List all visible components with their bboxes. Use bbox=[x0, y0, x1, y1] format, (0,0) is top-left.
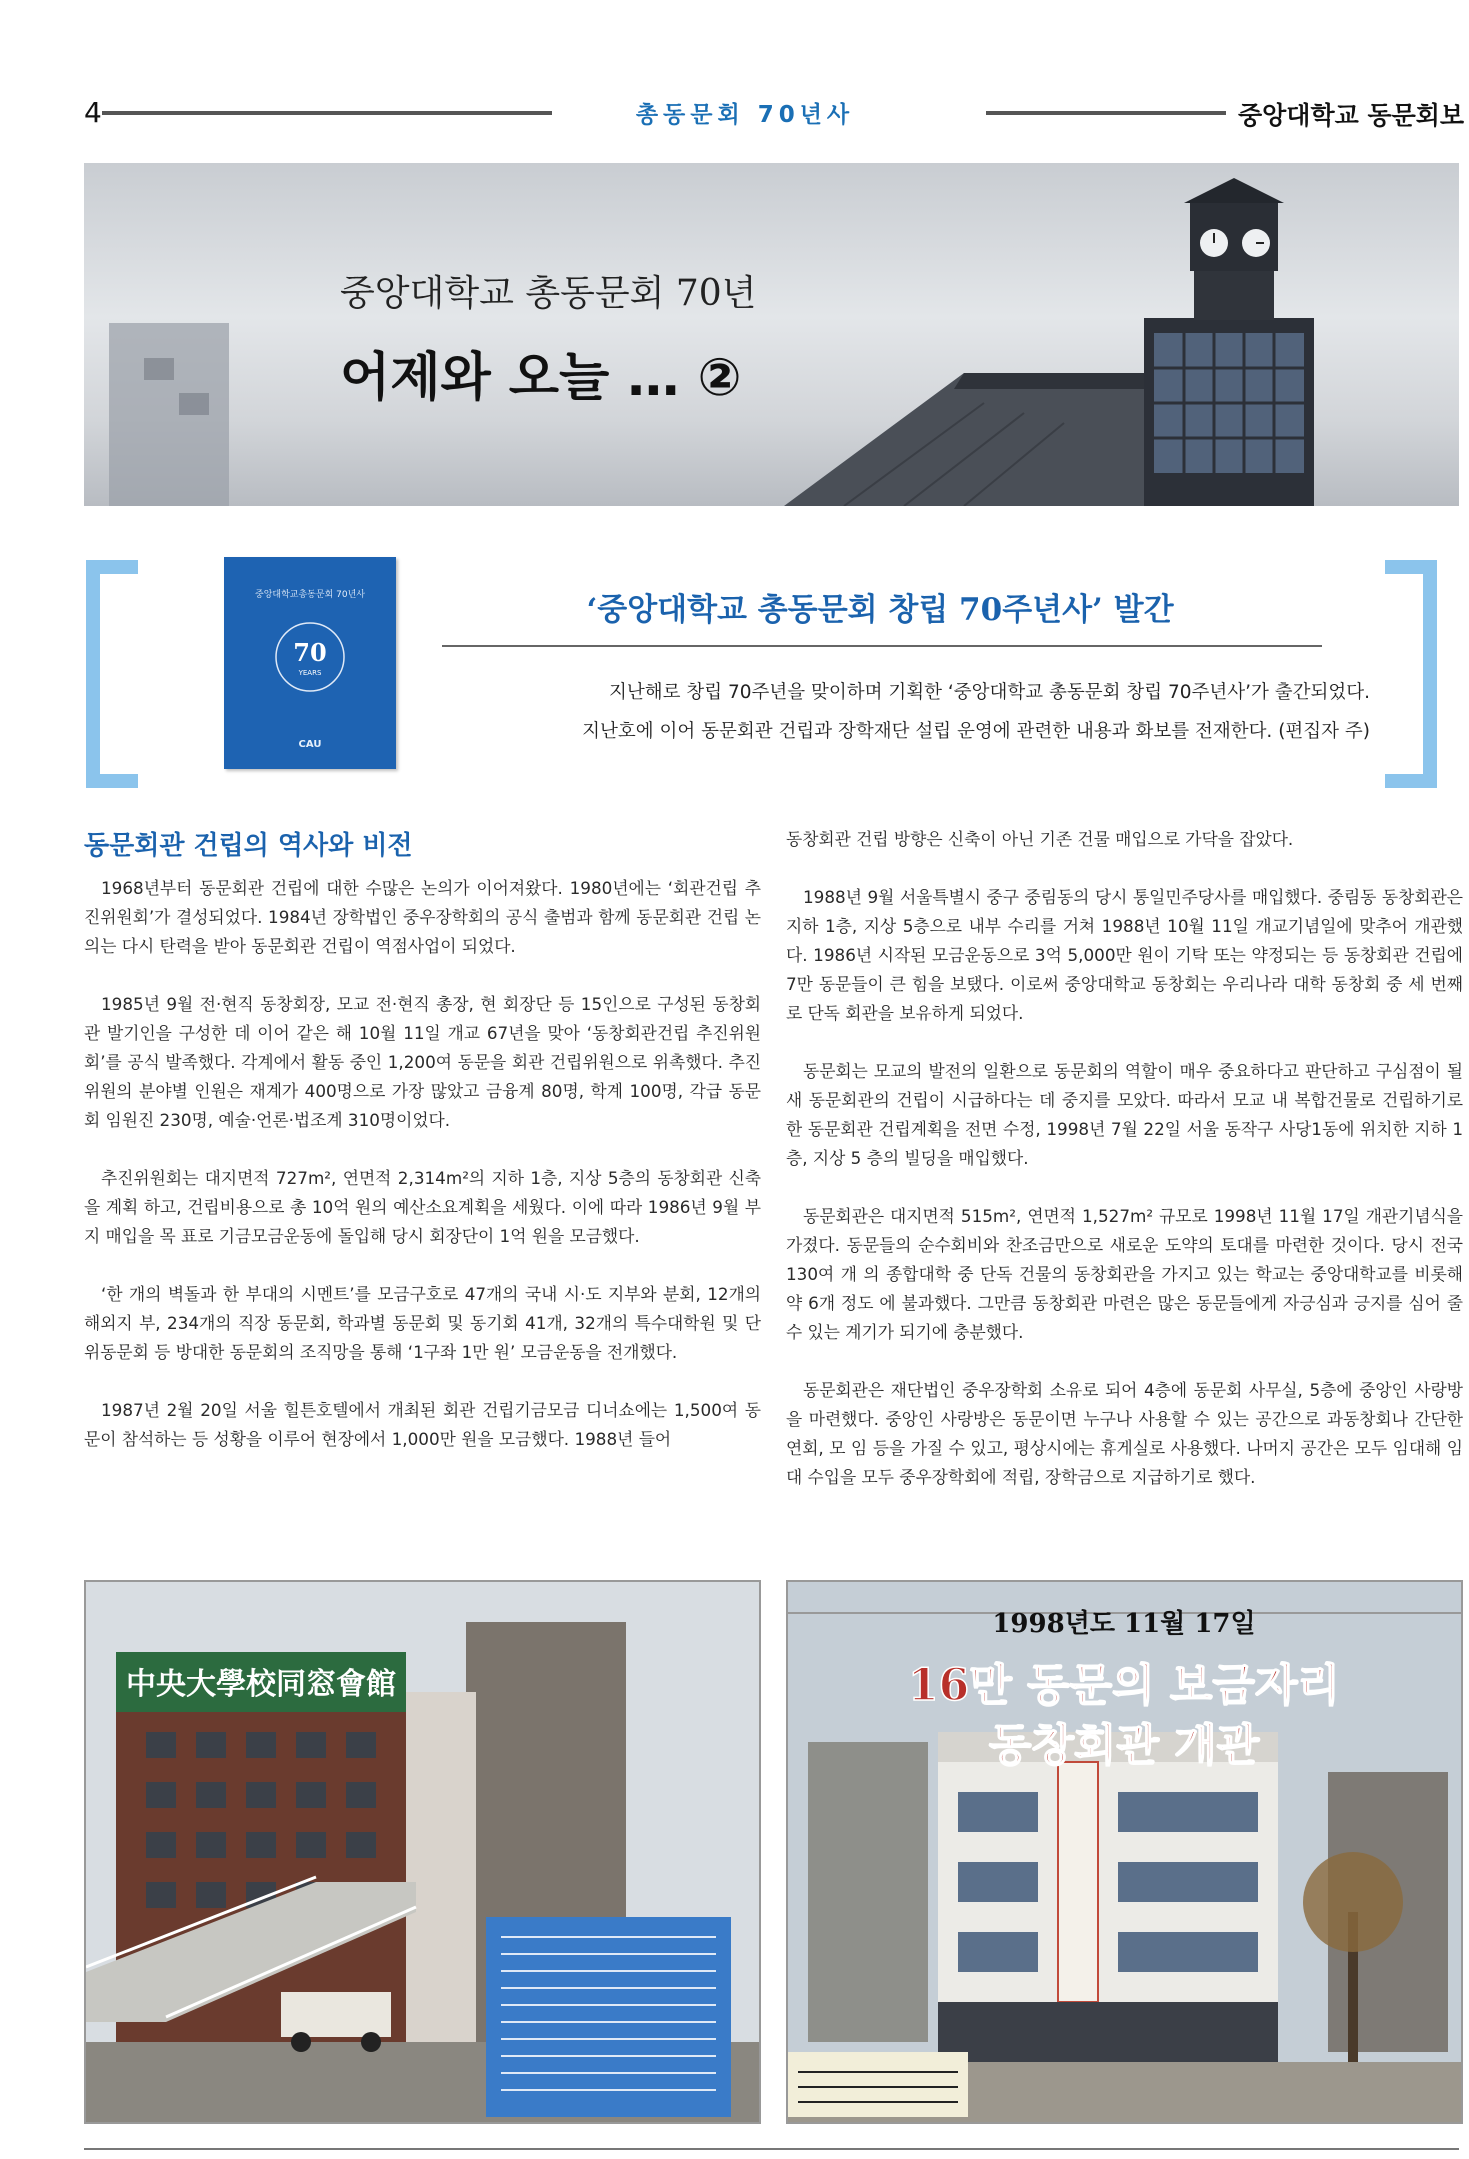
header-rule-left bbox=[102, 111, 552, 115]
article-paragraph: 1968년부터 동문회관 건립에 대한 수많은 논의가 이어져왔다. 1980년에는 ‘회관건립 추진위원회’가 결성되었다. 1984년 장학법인 중우장학회의 공식 출범과 함께 동문회관 건립 논의는 다시 탄력을 받아 동문회관 건립이 역점사업이 되었다. bbox=[84, 878, 761, 956]
banner-title-line1: 중앙대학교 총동문회 70년 bbox=[340, 273, 757, 314]
opening-headline-2: 동창회관 개관 bbox=[988, 1720, 1260, 1771]
right-bracket-decoration bbox=[1385, 560, 1437, 788]
article-paragraph: 추진위원회는 대지면적 727m², 연면적 2,314m²의 지하 1층, 지상 5층의 동창회관 신축을 계획 하고, 건립비용으로 총 10억 원의 예산소요계획을 세웠다. 이에 따라 1986년 9월 부지 매입을 목 표로 기금모금운동에 돌입해 당시 회장단이 1억 원을 모금했다. bbox=[84, 1168, 761, 1246]
section-title: 동문회관 건립의 역사와 비전 bbox=[84, 831, 413, 861]
campus-clock-tower-illustration bbox=[84, 163, 1459, 506]
article-paragraph: 동문회관은 재단법인 중우장학회 소유로 되어 4층에 동문회 사무실, 5층에 중앙인 사랑방을 마련했다. 중앙인 사랑방은 동문이면 누구나 사용할 수 있는 공간으로 과동창회나 간단한 연회, 모 임 등을 가질 수 있고, 평상시에는 휴게실로 사용했다. 나머지 공간은 모두 임대해 임대 수입을 모두 중우장학회에 적립, 장학금으로 지급하기로 했다. bbox=[786, 1380, 1463, 1487]
article-left-column bbox=[84, 874, 761, 1483]
banner-image bbox=[84, 163, 1459, 506]
header-center-title: 총동문회 70년사 bbox=[635, 102, 855, 128]
book-cover-title: 중앙대학교총동문회 70년사 bbox=[255, 590, 365, 600]
left-bracket-decoration bbox=[86, 560, 138, 788]
article-paragraph: 동창회관 건립 방향은 신축이 아닌 기존 건물 매입으로 가닥을 잡았다. bbox=[786, 829, 1294, 849]
publication-notice-divider bbox=[442, 645, 1322, 647]
publication-notice-title: ‘중앙대학교 총동문회 창립 70주년사’ 발간 bbox=[586, 592, 1174, 628]
article-paragraph: 동문회관은 대지면적 515m², 연면적 1,527m² 규모로 1998년 11월 17일 개관기념식을 가졌다. 동문들의 순수회비와 찬조금만으로 새로운 도약의 토대를 마련한 것이다. 당시 전국 130여 개 의 종합대학 중 단독 건물의 동창회관을 가지고 있는 학교는 중앙대학교를 비롯해 약 6개 정도 에 불과했다. 그만큼 동창회관 마련은 많은 동문들에게 자긍심과 긍지를 심어 줄 수 있는 계기가 되기에 충분했다. bbox=[786, 1206, 1463, 1342]
article-paragraph: ‘한 개의 벽돌과 한 부대의 시멘트’를 모금구호로 47개의 국내 시·도 지부와 분회, 12개의 해외지 부, 234개의 직장 동문회, 학과별 동문회 및 동기회 41개, 32개의 특수대학원 및 단위동문회 등 방대한 동문회의 조직망을 통해 ‘1구좌 1만 원’ 모금운동을 전개했다. bbox=[84, 1284, 761, 1362]
article-right-column bbox=[786, 825, 1463, 1521]
book-cover-image bbox=[224, 557, 396, 769]
banner-title-line2: 어제와 오늘 … ② bbox=[340, 348, 742, 408]
book-cover-footer-mark: CAU bbox=[298, 739, 322, 750]
article-paragraph: 1985년 9월 전·현직 동창회장, 모교 전·현직 총장, 현 회장단 등 15인으로 구성된 동창회관 발기인을 구성한 데 이어 같은 해 10월 11일 개교 67년을 맞아 ‘동창회관건립 추진위원회’를 공식 발족했다. 각계에서 활동 중인 1,200여 동문을 회관 건립위원으로 위촉했다. 추진위원의 분야별 인원은 재계가 400명으로 가장 많았고 금융계 80명, 학계 100명, 각급 동문회 임원진 230명, 예술·언론·법조계 310명이었다. bbox=[84, 994, 761, 1130]
emblem-small-text: YEARS bbox=[298, 669, 322, 677]
article-paragraph: 1988년 9월 서울특별시 중구 중림동의 당시 통일민주당사를 매입했다. 중림동 동창회관은 지하 1층, 지상 5층으로 내부 수리를 거쳐 1988년 10월 11일 개교기념일에 맞추어 개관했다. 1986년 시작된 모금운동으로 3억 5,000만 원이 기탁 또는 약정되는 등 동창회관 건립에 7만 동문들이 큰 힘을 보탰다. 이로써 중앙대학교 동창회는 우리나라 대학 동창회 중 세 번째로 단독 회관을 보유하게 되었다. bbox=[786, 887, 1463, 1023]
old-alumni-hall-illustration bbox=[86, 1582, 759, 2122]
bottom-rule bbox=[84, 2148, 1459, 2150]
header-rule-right bbox=[986, 111, 1226, 115]
publication-name: 중앙대학교 동문회보 bbox=[1238, 101, 1465, 130]
article-paragraph: 1987년 2월 20일 서울 힐튼호텔에서 개최된 회관 건립기금모금 디너쇼에는 1,500여 동문이 참석하는 등 성황을 이루어 현장에서 1,000만 원을 모금했다. 1988년 들어 bbox=[84, 1400, 761, 1449]
photo-new-alumni-hall-opening bbox=[786, 1580, 1463, 2124]
publication-notice-line1: 지난해로 창립 70주년을 맞이하며 기획한 ‘중앙대학교 총동문회 창립 70주년사’가 출간되었다. bbox=[608, 682, 1370, 703]
article-paragraph: 동문회는 모교의 발전의 일환으로 동문회의 역할이 매우 중요하다고 판단하고 구심점이 될 새 동문회관의 건립이 시급하다는 데 중지를 모았다. 따라서 모교 내 복합건물로 건립하기로 한 동문회관 건립계획을 전면 수정, 1998년 7월 22일 서울 동작구 사당1동에 위치한 지하 1층, 지상 5 층의 빌딩을 매입했다. bbox=[786, 1061, 1463, 1168]
new-alumni-hall-illustration bbox=[788, 1582, 1461, 2122]
opening-headline-1: 16만 동문의 보금자리 bbox=[908, 1660, 1340, 1711]
publication-notice-line2: 지난호에 이어 동문회관 건립과 장학재단 설립 운영에 관련한 내용과 화보를 전재한다. (편집자 주) bbox=[582, 721, 1370, 742]
page-number: 4 bbox=[84, 96, 102, 129]
anniversary-emblem-icon bbox=[270, 617, 350, 697]
alumni-hall-sign: 中央大學校同窓會館 bbox=[126, 1667, 396, 1702]
emblem-number: 70 bbox=[293, 638, 327, 667]
opening-date-line: 1998년도 11월 17일 bbox=[992, 1609, 1256, 1639]
photo-old-alumni-hall bbox=[84, 1580, 761, 2124]
